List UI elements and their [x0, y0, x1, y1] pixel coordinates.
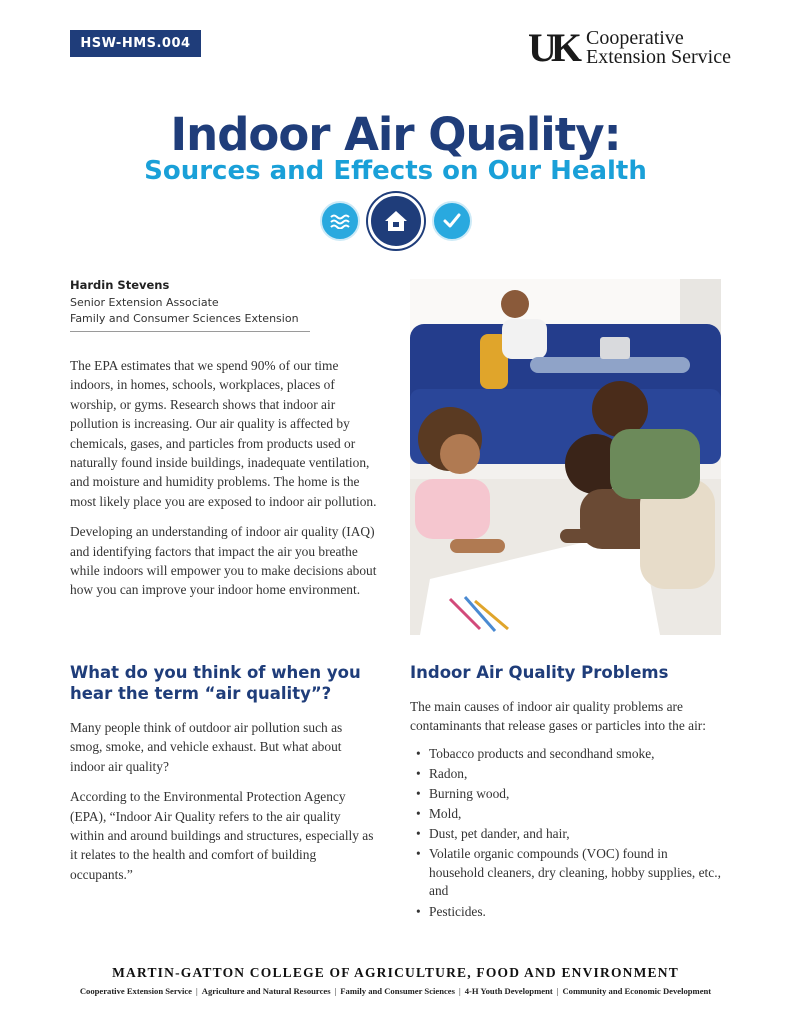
author-block [70, 278, 310, 327]
logo-line-2: Extension Service [586, 46, 731, 68]
unit-separator: | [196, 986, 198, 996]
logo-line-1: Cooperative [586, 27, 684, 49]
air-quality-section [70, 662, 375, 884]
iaq-problems-section [410, 662, 725, 923]
section-paragraph: Many people think of outdoor air pollution such as smog, smoke, and vehicle exhaust. But what about indoor air quality? [70, 720, 343, 774]
college-name: MARTIN-GATTON COLLEGE OF AGRICULTURE, FOOD AND ENVIRONMENT [112, 965, 679, 980]
contaminant-list [410, 745, 725, 921]
section-heading: Indoor Air Quality Problems [410, 663, 669, 682]
list-item: • Pesticides. [410, 903, 725, 922]
author-divider [70, 331, 310, 332]
page-subtitle: Sources and Effects on Our Health [144, 156, 647, 186]
list-item: • Tobacco products and secondhand smoke, [410, 745, 725, 764]
document-code-badge: HSW-HMS.004 [70, 30, 201, 57]
topic-icons [0, 193, 791, 249]
author-unit: Family and Consumer Sciences Extension [70, 312, 299, 325]
unit-label: Family and Consumer Sciences [340, 986, 455, 996]
unit-label: Community and Economic Development [562, 986, 712, 996]
list-item: • Mold, [410, 805, 725, 824]
logo-wordmark [586, 29, 731, 67]
unit-separator: | [334, 986, 337, 996]
list-item: • Burning wood, [410, 785, 725, 804]
intro-section [70, 356, 384, 600]
unit-separator: | [458, 986, 461, 996]
list-item: • Volatile organic compounds (VOC) found in household cleaners, dry cleaning, hobby supplies, etc., and [410, 845, 725, 901]
unit-label: 4-H Youth Development [464, 986, 553, 996]
author-role: Senior Extension Associate [70, 296, 219, 309]
section-heading: What do you think of when you hear the term “air quality”? [70, 663, 361, 703]
page-title: Indoor Air Quality: [170, 108, 621, 161]
unit-label: Agriculture and Natural Resources [201, 986, 331, 996]
list-item: • Dust, pet dander, and hair, [410, 825, 725, 844]
unit-separator: | [556, 986, 559, 996]
program-units [0, 986, 791, 996]
home-icon [368, 193, 424, 249]
section-paragraph: According to the Environmental Protection Agency (EPA), “Indoor Air Quality refers to the air quality within and around buildings and structures, especially as it relates to the health and comfort of building occupants.” [70, 789, 374, 882]
family-photo [410, 279, 721, 635]
checkmark-icon [432, 201, 472, 241]
uk-logo-mark: UK [528, 25, 576, 70]
intro-paragraph: Developing an understanding of indoor air quality (IAQ) and identifying factors that impact the air you breathe while indoors will empower you to make decisions about how you can improve your indoor home environment. [70, 524, 377, 598]
author-name: Hardin Stevens [70, 278, 170, 292]
section-intro: The main causes of indoor air quality problems are contaminants that release gases or particles into the air: [410, 699, 706, 734]
intro-paragraph: The EPA estimates that we spend 90% of our time indoors, in homes, schools, workplaces, places of worship, or gyms. Research shows that indoor air pollution is increasing. Our air quality is affected by chemicals, gases, and particles from products used or naturally found inside buildings, inadequate ventilation, and moisture and humidity problems. The home is the most likely place you are exposed to indoor air pollution. [70, 358, 377, 509]
unit-label: Cooperative Extension Service [79, 986, 192, 996]
uk-extension-logo [528, 27, 750, 69]
water-icon [320, 201, 360, 241]
list-item: • Radon, [410, 765, 725, 784]
